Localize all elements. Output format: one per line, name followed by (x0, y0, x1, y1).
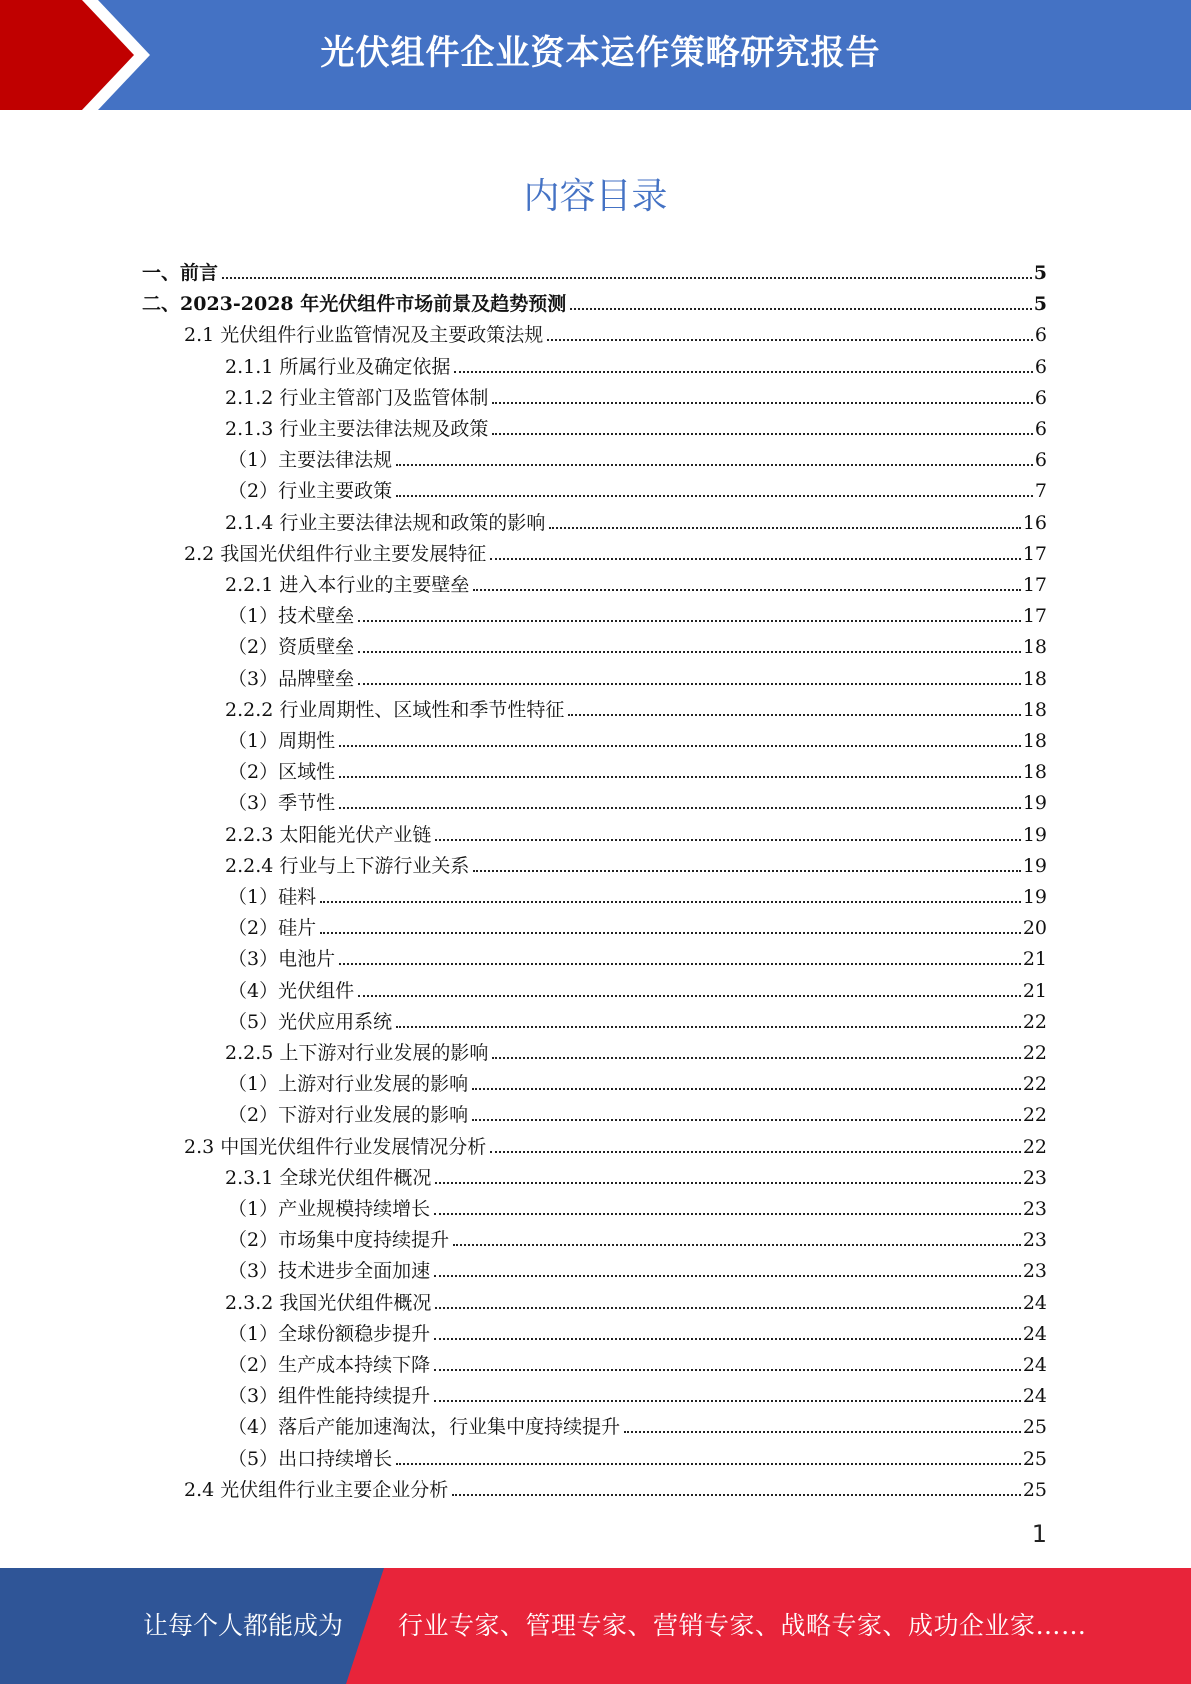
toc-entry-label: 2.2.3 太阳能光伏产业链 (225, 823, 432, 846)
toc-entry-label: 2.2.1 进入本行业的主要壁垒 (225, 574, 470, 596)
toc-dot-leader (358, 620, 1021, 622)
toc-dot-leader (473, 589, 1020, 591)
toc-dot-leader (452, 1494, 1021, 1496)
toc-dot-leader (472, 1088, 1021, 1090)
toc-entry-label: （2）下游对行业发展的影响 (228, 1104, 469, 1127)
toc-entry-label: （2）区域性 (228, 761, 336, 784)
toc-entry-label: （1）产业规模持续增长 (228, 1198, 431, 1220)
toc-entry[interactable] (228, 596, 1047, 627)
toc-entry-page: 6 (1034, 386, 1047, 409)
toc-dot-leader (320, 901, 1021, 903)
toc-entry-label: 2.2.5 上下游对行业发展的影响 (225, 1042, 489, 1064)
toc-dot-leader (339, 776, 1021, 778)
page-number: 1 (1031, 1520, 1047, 1548)
toc-entry-page: 21 (1022, 948, 1047, 971)
toc-entry-page: 18 (1022, 636, 1047, 659)
toc-entry-label: （4）落后产能加速淘汰，行业集中度持续提升 (228, 1416, 621, 1439)
toc-entry-page: 25 (1022, 1447, 1047, 1470)
toc-dot-leader (358, 651, 1021, 653)
toc-entry-label: （3）季节性 (228, 792, 336, 815)
footer-slogan-right: 行业专家、管理专家、营销专家、战略专家、成功企业家…… (398, 1611, 1087, 1640)
toc-entry-label: （2）市场集中度持续提升 (228, 1229, 450, 1252)
toc-entry-page: 17 (1022, 542, 1047, 565)
toc-dot-leader (339, 963, 1021, 965)
header-banner (0, 0, 1191, 110)
toc-entry-label: （2）资质壁垒 (228, 636, 355, 659)
toc-dot-leader (492, 402, 1033, 404)
toc-dot-leader (339, 745, 1021, 747)
toc-entry-label: （5）出口持续增长 (228, 1447, 393, 1470)
toc-entry-page: 25 (1022, 1478, 1047, 1501)
toc-entry[interactable] (228, 877, 1047, 908)
toc-entry-label: （2）生产成本持续下降 (228, 1354, 431, 1376)
toc-entry-label: （1）全球份额稳步提升 (228, 1322, 431, 1345)
toc-entry[interactable] (228, 1002, 1047, 1033)
toc-entry-page: 6 (1034, 355, 1047, 378)
toc-entry[interactable] (228, 440, 1047, 471)
toc-entry-page: 18 (1022, 698, 1047, 721)
toc-entry[interactable] (228, 752, 1047, 783)
toc-entry-page: 21 (1022, 979, 1047, 1002)
toc-entry-page: 19 (1022, 886, 1047, 908)
toc-entry-page: 25 (1022, 1416, 1047, 1439)
toc-entry-label: 二、2023-2028 年光伏组件市场前景及趋势预测 (142, 293, 567, 316)
toc-entry-page: 5 (1033, 262, 1047, 284)
toc-entry-label: 2.2.4 行业与上下游行业关系 (225, 854, 470, 877)
toc-entry[interactable] (228, 471, 1047, 502)
toc-entry[interactable] (225, 409, 1047, 440)
toc-entry[interactable] (228, 1251, 1047, 1282)
toc-entry-label: 2.1.3 行业主要法律法规及政策 (225, 418, 489, 440)
toc-entry[interactable] (225, 690, 1047, 721)
toc-entry[interactable] (228, 939, 1047, 970)
toc-dot-leader (396, 1463, 1021, 1465)
toc-dot-leader (396, 495, 1033, 497)
toc-entry-page: 20 (1022, 917, 1047, 940)
toc-entry-label: （1）技术壁垒 (228, 605, 355, 628)
toc-entry[interactable] (142, 253, 1047, 284)
toc-entry-page: 22 (1022, 1135, 1047, 1158)
toc-dot-leader (549, 527, 1020, 529)
toc-entry-label: 一、前言 (142, 262, 219, 284)
toc-entry[interactable] (142, 284, 1047, 315)
footer-slogan-left: 让每个人都能成为 (143, 1611, 344, 1640)
toc-dot-leader (492, 1057, 1020, 1059)
toc-entry[interactable] (225, 1033, 1047, 1064)
toc-dot-leader (568, 714, 1020, 716)
toc-entry-page: 23 (1022, 1229, 1047, 1252)
toc-entry-page: 17 (1022, 574, 1047, 596)
toc-entry[interactable] (225, 378, 1047, 409)
toc-entry-page: 16 (1022, 511, 1047, 534)
toc-entry-label: （2）行业主要政策 (228, 480, 393, 503)
report-title: 光伏组件企业资本运作策略研究报告 (320, 33, 881, 73)
footer-banner (0, 1568, 1191, 1684)
toc-entry[interactable] (184, 315, 1047, 346)
toc-entry[interactable] (225, 1283, 1047, 1314)
toc-entry-label: 2.1.4 行业主要法律法规和政策的影响 (225, 511, 546, 534)
toc-dot-leader (570, 308, 1032, 310)
toc-dot-leader (435, 1307, 1020, 1309)
toc-entry[interactable] (225, 815, 1047, 846)
toc-dot-leader (473, 870, 1020, 872)
toc-entry[interactable] (228, 1407, 1047, 1438)
toc-entry[interactable] (225, 565, 1047, 596)
toc-dot-leader (396, 1026, 1021, 1028)
toc-entry-page: 19 (1022, 792, 1047, 815)
toc-entry[interactable] (228, 659, 1047, 690)
toc-heading: 内容目录 (523, 176, 668, 217)
toc-entry-page: 19 (1022, 823, 1047, 846)
toc-entry[interactable] (184, 1127, 1047, 1158)
toc-entry-page: 23 (1022, 1260, 1047, 1283)
toc-entry-label: 2.2.2 行业周期性、区域性和季节性特征 (225, 698, 565, 721)
toc-entry[interactable] (184, 534, 1047, 565)
toc-dot-leader (434, 1338, 1021, 1340)
toc-dot-leader (339, 807, 1021, 809)
toc-entry-page: 23 (1022, 1198, 1047, 1220)
toc-entry[interactable] (228, 1345, 1047, 1376)
toc-entry[interactable] (228, 1095, 1047, 1126)
toc-entry-page: 22 (1022, 1073, 1047, 1096)
toc-dot-leader (222, 277, 1032, 279)
toc-entry[interactable] (225, 1158, 1047, 1189)
toc-dot-leader (547, 339, 1033, 341)
toc-entry-page: 6 (1034, 418, 1047, 440)
toc-entry[interactable] (228, 1064, 1047, 1095)
toc-dot-leader (434, 1400, 1021, 1402)
toc-dot-leader (435, 1182, 1020, 1184)
toc-entry[interactable] (225, 846, 1047, 877)
toc-dot-leader (434, 1275, 1021, 1277)
toc-entry-page: 5 (1033, 293, 1047, 316)
toc-dot-leader (358, 683, 1021, 685)
toc-entry-page: 22 (1022, 1010, 1047, 1033)
toc-entry-label: （1）上游对行业发展的影响 (228, 1073, 469, 1096)
toc-entry[interactable] (228, 721, 1047, 752)
toc-entry-page: 19 (1022, 854, 1047, 877)
toc-dot-leader (454, 371, 1033, 373)
toc-entry[interactable] (228, 1314, 1047, 1345)
toc-entry-label: 2.1 光伏组件行业监管情况及主要政策法规 (184, 324, 544, 347)
toc-dot-leader (453, 1244, 1021, 1246)
toc-entry-page: 6 (1034, 324, 1047, 347)
toc-entry[interactable] (228, 971, 1047, 1002)
toc-entry[interactable] (228, 1220, 1047, 1251)
toc-entry[interactable] (228, 1189, 1047, 1220)
toc-entry[interactable] (225, 347, 1047, 378)
toc-entry-label: （2）硅片 (228, 917, 317, 940)
toc-entry-label: （5）光伏应用系统 (228, 1010, 393, 1033)
toc-entry-page: 18 (1022, 761, 1047, 784)
toc-entry-page: 6 (1034, 449, 1047, 472)
toc-dot-leader (492, 433, 1033, 435)
toc-entry[interactable] (228, 908, 1047, 939)
toc-entry-page: 18 (1022, 730, 1047, 752)
toc-entry-page: 17 (1022, 605, 1047, 628)
toc-dot-leader (320, 932, 1021, 934)
toc-entry-page: 7 (1034, 480, 1047, 503)
toc-dot-leader (490, 1151, 1021, 1153)
toc-entry-label: （3）组件性能持续提升 (228, 1385, 431, 1408)
toc-entry[interactable] (228, 627, 1047, 658)
toc-dot-leader (624, 1431, 1021, 1433)
toc-entry-label: 2.3.1 全球光伏组件概况 (225, 1166, 432, 1189)
toc-entry-label: 2.1.1 所属行业及确定依据 (225, 355, 451, 378)
toc-entry[interactable] (228, 1376, 1047, 1407)
toc-dot-leader (472, 1119, 1021, 1121)
toc-entry-page: 23 (1022, 1166, 1047, 1189)
toc-entry[interactable] (228, 1439, 1047, 1470)
toc-entry-label: 2.1.2 行业主管部门及监管体制 (225, 386, 489, 409)
toc-dot-leader (396, 464, 1033, 466)
toc-dot-leader (490, 558, 1021, 560)
toc-entry-page: 24 (1022, 1322, 1047, 1345)
toc-entry-page: 18 (1022, 667, 1047, 690)
toc-entry-label: （1）硅料 (228, 886, 317, 908)
toc-entry-label: 2.2 我国光伏组件行业主要发展特征 (184, 542, 487, 565)
toc-entry-page: 24 (1022, 1354, 1047, 1376)
toc-entry-label: （3）技术进步全面加速 (228, 1260, 431, 1283)
toc-dot-leader (358, 995, 1021, 997)
toc-entry[interactable] (225, 503, 1047, 534)
toc-entry[interactable] (184, 1470, 1047, 1501)
toc-entry-label: 2.3 中国光伏组件行业发展情况分析 (184, 1135, 487, 1158)
toc-entry-label: （3）品牌壁垒 (228, 667, 355, 690)
toc-entry-label: 2.4 光伏组件行业主要企业分析 (184, 1478, 449, 1501)
toc-dot-leader (434, 1213, 1021, 1215)
toc-dot-leader (435, 839, 1020, 841)
toc-entry-page: 22 (1022, 1104, 1047, 1127)
toc-entry-label: 2.3.2 我国光伏组件概况 (225, 1291, 432, 1314)
toc-entry-page: 22 (1022, 1042, 1047, 1064)
toc-entry-label: （3）电池片 (228, 948, 336, 971)
toc-entry[interactable] (228, 783, 1047, 814)
toc-dot-leader (434, 1369, 1021, 1371)
toc-entry-label: （1）周期性 (228, 730, 336, 752)
toc-entry-page: 24 (1022, 1291, 1047, 1314)
toc-entry-page: 24 (1022, 1385, 1047, 1408)
toc-entry-label: （4）光伏组件 (228, 979, 355, 1002)
toc-entry-label: （1）主要法律法规 (228, 449, 393, 472)
